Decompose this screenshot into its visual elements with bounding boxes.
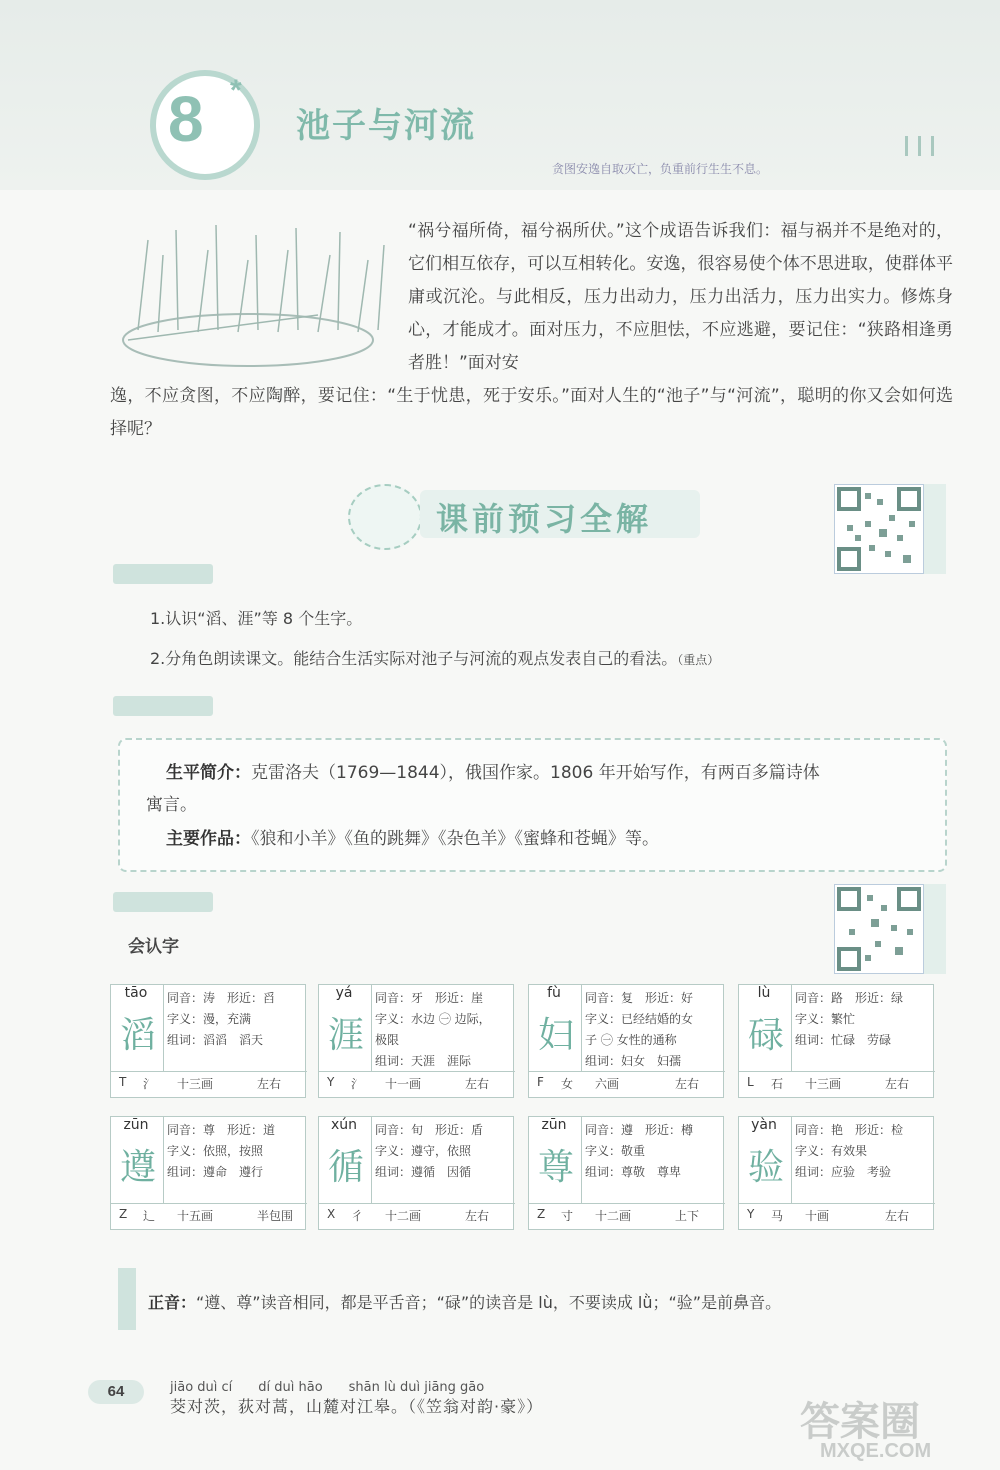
char-extra: 组词：妇女 妇孺 — [585, 1054, 682, 1068]
char-pinyin: lù — [757, 985, 771, 1001]
char-glyph: 妇 — [537, 1015, 574, 1056]
char-letter: Z — [119, 1207, 128, 1221]
char-homophone: 同音：路 形近：绿 — [795, 991, 904, 1005]
char-meaning: 字义：有效果 — [795, 1144, 868, 1158]
card-divider — [791, 1117, 792, 1203]
lesson-title: 池子与河流 — [296, 106, 476, 146]
pond-grass-illustration — [118, 220, 403, 370]
char-structure: 左右 — [465, 1209, 490, 1223]
char-card — [318, 984, 514, 1098]
char-homophone: 同音：艳 形近：检 — [795, 1123, 904, 1137]
char-radical: 女 — [561, 1077, 574, 1091]
char-radical: 氵 — [143, 1077, 156, 1091]
char-strokes: 六画 — [595, 1077, 620, 1091]
char-words: 组词：尊敬 尊卑 — [585, 1165, 682, 1179]
watermark-url: MXQE.COM — [820, 1440, 932, 1462]
author-bio-label: 生平简介： — [166, 763, 251, 783]
char-meaning: 字义：漫，充满 — [167, 1012, 252, 1026]
char-homophone: 同音：牙 形近：崖 — [375, 991, 484, 1005]
char-pinyin: tāo — [124, 985, 148, 1001]
note-bar — [118, 1268, 136, 1330]
char-letter: Y — [327, 1075, 335, 1089]
qr-side-strip-2 — [924, 884, 946, 974]
card-divider — [163, 1117, 164, 1203]
card-divider — [581, 985, 582, 1071]
lesson-star: * — [230, 74, 242, 107]
char-extra: 组词：天涯 涯际 — [375, 1054, 472, 1068]
key-tag: （重点） — [677, 653, 720, 667]
char-meaning: 字义：遵守，依照 — [375, 1144, 472, 1158]
section-label-chars — [113, 892, 213, 912]
card-divider — [111, 1203, 307, 1204]
char-radical: 马 — [771, 1209, 784, 1223]
char-meaning: 字义：繁忙 — [795, 1012, 856, 1026]
banner-title: 课前预习全解 — [436, 500, 653, 538]
char-words: 组词：遵循 因循 — [375, 1165, 472, 1179]
section-label-author — [113, 696, 213, 716]
author-works — [166, 824, 659, 849]
goal-item-1: 1.认识“滔、涯”等 8 个生字。 — [150, 609, 363, 628]
char-strokes: 十三画 — [805, 1077, 842, 1091]
char-strokes: 十一画 — [385, 1077, 422, 1091]
card-divider — [371, 1117, 372, 1203]
char-glyph: 碌 — [747, 1015, 784, 1056]
char-letter: Z — [537, 1207, 546, 1221]
header-band — [0, 0, 1000, 190]
qr-code-icon[interactable] — [834, 484, 924, 574]
char-pinyin: zūn — [541, 1117, 567, 1133]
char-card — [528, 1116, 724, 1230]
char-homophone: 同音：复 形近：好 — [585, 991, 694, 1005]
char-card — [110, 984, 306, 1098]
char-card — [528, 984, 724, 1098]
char-structure: 上下 — [675, 1209, 700, 1223]
char-glyph: 循 — [327, 1147, 364, 1188]
author-bio-text: 克雷洛夫（1769—1844），俄国作家。1806 年开始写作，有两百多篇诗体 — [251, 763, 820, 783]
char-glyph: 涯 — [327, 1015, 364, 1056]
char-card — [738, 984, 934, 1098]
char-radical: 彳 — [351, 1209, 364, 1223]
preview-banner — [340, 484, 710, 546]
char-strokes: 十五画 — [177, 1209, 214, 1223]
char-letter: F — [537, 1075, 544, 1089]
card-divider — [529, 1071, 725, 1072]
card-divider — [791, 985, 792, 1071]
char-pinyin: fù — [547, 985, 561, 1001]
char-pinyin: yá — [335, 985, 353, 1001]
pronunciation-note — [148, 1290, 781, 1313]
section-label-goals — [113, 564, 213, 584]
char-glyph: 验 — [747, 1147, 784, 1188]
char-strokes: 十画 — [805, 1209, 830, 1223]
char-words: 极限 — [375, 1033, 400, 1047]
page-number: 64 — [88, 1380, 144, 1404]
char-card — [318, 1116, 514, 1230]
char-words: 组词：应验 考验 — [795, 1165, 892, 1179]
char-strokes: 十三画 — [177, 1077, 214, 1091]
char-letter: T — [119, 1075, 127, 1089]
author-works-text: 《狼和小羊》《鱼的跳舞》《杂色羊》《蜜蜂和苍蝇》等。 — [251, 829, 659, 849]
lesson-number: 8 — [168, 83, 204, 155]
char-words: 组词：遵命 遵行 — [167, 1165, 264, 1179]
char-structure: 左右 — [465, 1077, 490, 1091]
intro-paragraph-1: “祸兮福所倚，福兮祸所伏。”这个成语告诉我们：福与祸并不是绝对的，它们相互依存，可以互相转化。安逸，很容易使个体不思进取，使群体平庸或沉沦。与此相反，压力出动力，压力出活力，压力出实力。修炼身心，才能成才。面对压力，不应胆怯，不应逃避，要记住：“狭路相逢勇者胜！”面对安 — [408, 221, 953, 373]
char-glyph: 尊 — [537, 1147, 574, 1188]
goal-item-2 — [150, 646, 719, 669]
decor-bars — [905, 136, 945, 156]
char-meaning: 字义：依照，按照 — [167, 1144, 264, 1158]
char-structure: 左右 — [257, 1077, 282, 1091]
lesson-number-badge — [150, 70, 260, 180]
goal-item-2-text: 2.分角色朗读课文。能结合生活实际对池子与河流的观点发表自己的看法。 — [150, 649, 678, 668]
verse-pinyin: jiāo duì cí dí duì hāo shān lù duì jiāng gāo — [170, 1380, 485, 1395]
char-glyph: 遵 — [119, 1147, 156, 1188]
qr-code-icon-2[interactable] — [834, 884, 924, 974]
char-structure: 半包围 — [257, 1209, 294, 1223]
author-works-label: 主要作品： — [166, 829, 251, 849]
char-meaning: 字义：已经结婚的女 — [585, 1012, 694, 1026]
card-divider — [581, 1117, 582, 1203]
char-glyph: 滔 — [119, 1015, 156, 1056]
char-pinyin: yàn — [751, 1117, 777, 1133]
char-structure: 左右 — [885, 1077, 910, 1091]
char-homophone: 同音：旬 形近：盾 — [375, 1123, 484, 1137]
char-meaning: 字义：水边 ㊀ 边际， — [375, 1012, 491, 1026]
char-radical: 石 — [771, 1077, 784, 1091]
char-radical: 氵 — [351, 1077, 364, 1091]
card-divider — [319, 1203, 515, 1204]
char-radical: 寸 — [561, 1209, 574, 1223]
card-divider — [319, 1071, 515, 1072]
char-pinyin: xún — [330, 1117, 358, 1133]
char-letter: L — [747, 1075, 754, 1089]
char-card — [738, 1116, 934, 1230]
author-bio — [166, 758, 820, 783]
char-homophone: 同音：遵 形近：樽 — [585, 1123, 694, 1137]
note-text: “遵、尊”读音相同，都是平舌音；“碌”的读音是 lù，不要读成 lǜ；“验”是前鼻音。 — [196, 1293, 782, 1312]
char-structure: 左右 — [885, 1209, 910, 1223]
char-structure: 左右 — [675, 1077, 700, 1091]
char-meaning: 字义：敬重 — [585, 1144, 646, 1158]
watermark-logo: 答案圈 — [800, 1399, 920, 1445]
char-words: 组词：忙碌 劳碌 — [795, 1033, 892, 1047]
qr-side-strip — [924, 484, 946, 574]
char-pinyin: zūn — [123, 1117, 149, 1133]
mascot-icon — [348, 484, 422, 550]
char-strokes: 十二画 — [595, 1209, 632, 1223]
char-radical: 辶 — [143, 1209, 156, 1223]
char-strokes: 十二画 — [385, 1209, 422, 1223]
card-divider — [371, 985, 372, 1071]
char-letter: Y — [747, 1207, 755, 1221]
char-card — [110, 1116, 306, 1230]
chars-section-title: 会认字 — [128, 937, 179, 957]
char-words: 组词：滔滔 滔天 — [167, 1033, 264, 1047]
intro-paragraph-2: 逸，不应贪图，不应陶醉，要记住：“生于忧患，死于安乐。”面对人生的“池子”与“河流”，聪明的你又会如何选择呢？ — [110, 386, 953, 439]
card-divider — [163, 985, 164, 1071]
card-divider — [111, 1071, 307, 1072]
author-box — [118, 738, 947, 872]
card-divider — [529, 1203, 725, 1204]
char-letter: X — [327, 1207, 336, 1221]
verse-text: 茭对茨，荻对蒿，山麓对江皋。（《笠翁对韵·豪》） — [170, 1397, 544, 1416]
card-divider — [739, 1071, 935, 1072]
char-homophone: 同音：尊 形近：道 — [167, 1123, 276, 1137]
card-divider — [739, 1203, 935, 1204]
lesson-motto: 贪图安逸自取灭亡，负重前行生生不息。 — [552, 162, 769, 176]
char-words: 子 ㊀ 女性的通称 — [585, 1033, 677, 1047]
author-bio-cont: 寓言。 — [146, 795, 197, 815]
note-label: 正音： — [148, 1293, 197, 1312]
char-homophone: 同音：涛 形近：舀 — [167, 991, 276, 1005]
